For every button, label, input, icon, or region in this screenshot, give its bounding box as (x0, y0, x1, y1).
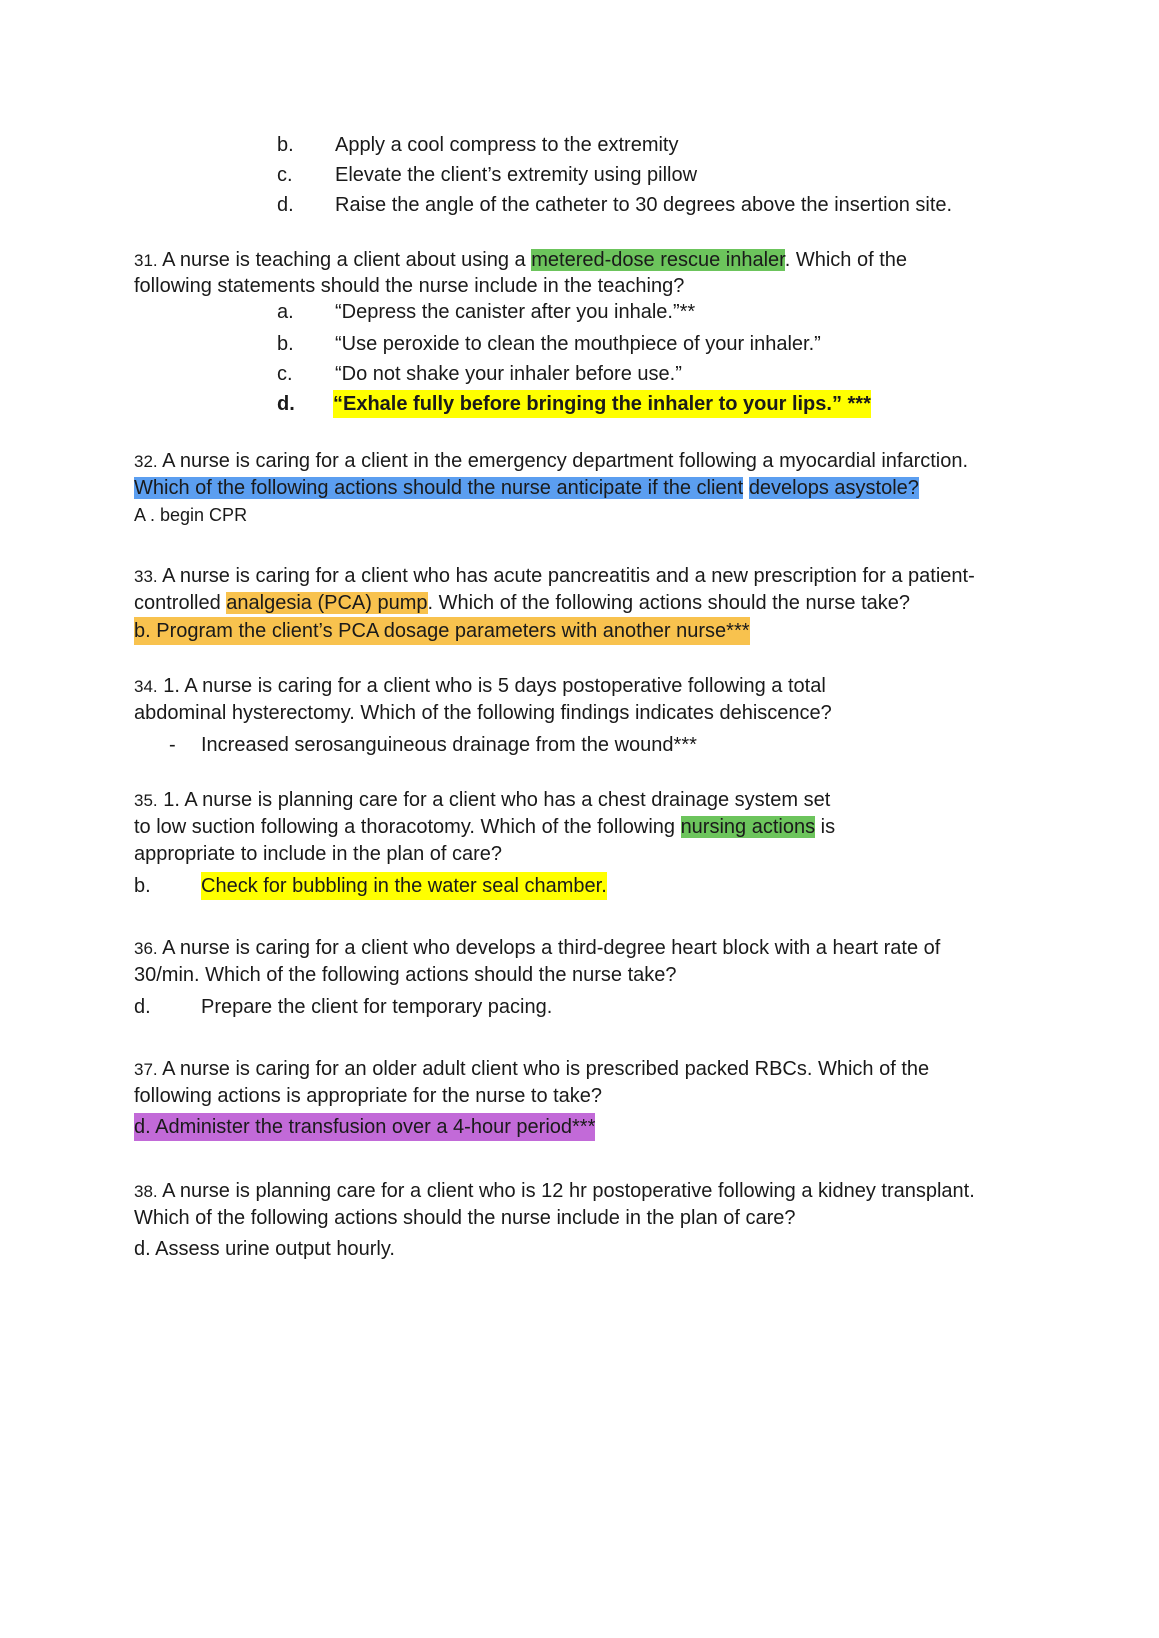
question-number: 37. (134, 1060, 158, 1079)
stem-text: to low suction following a thoracotomy. Which of the following (134, 816, 681, 838)
question-number: 38. (134, 1182, 158, 1201)
stem-text: 1. A nurse is caring for a client who is 5 days postoperative following a total (163, 675, 826, 697)
stem-text: A nurse is planning care for a client who is 12 hr postoperative following a kidney transplant. (162, 1180, 975, 1202)
question-number: 32. (134, 452, 158, 471)
stem-text: A nurse is caring for a client who develops a third-degree heart block with a heart rate of (162, 937, 941, 959)
stem-text: 1. A nurse is planning care for a client who has a chest drainage system set (163, 789, 831, 811)
option-text: Apply a cool compress to the extremity (335, 134, 679, 156)
option-letter: c. (277, 363, 293, 385)
stem-text: A nurse is caring for a client who has acute pancreatitis and a new prescription for a patient- (162, 565, 975, 587)
answer-text: Increased serosanguineous drainage from the wound*** (201, 734, 697, 756)
question-number: 35. (134, 791, 158, 810)
highlighted-text: develops asystole? (748, 477, 919, 499)
question-stem (134, 246, 907, 275)
stem-text: is (815, 816, 836, 838)
stem-text: A nurse is caring for a client in the emergency department following a myocardial infarction. (162, 450, 969, 472)
option-letter: d. (277, 194, 294, 216)
answer-letter: d. (134, 996, 151, 1018)
answer-text: d. Administer the transfusion over a 4-hour period*** (134, 1113, 595, 1141)
question-stem-line: following actions is appropriate for the nurse to take? (134, 1085, 603, 1107)
option-letter: b. (277, 134, 294, 156)
question-stem-line: 30/min. Which of the following actions should the nurse take? (134, 964, 677, 986)
option-letter: a. (277, 301, 294, 323)
bullet: - (169, 734, 176, 756)
correct-option-letter: d. (277, 393, 295, 415)
answer-text: d. Assess urine output hourly. (134, 1238, 395, 1260)
question-stem (134, 1055, 929, 1084)
stem-text: A nurse is teaching a client about using a (162, 249, 532, 271)
answer-text: Check for bubbling in the water seal chamber. (201, 872, 607, 900)
question-stem-line (134, 474, 919, 502)
question-stem (134, 1177, 975, 1206)
question-number: 34. (134, 677, 158, 696)
highlighted-term: metered-dose rescue inhaler (531, 249, 785, 271)
stem-text: A nurse is caring for an older adult client who is prescribed packed RBCs. Which of the (162, 1058, 930, 1080)
correct-option-text: “Exhale fully before bringing the inhaler to your lips.” *** (333, 390, 871, 418)
question-stem (134, 672, 826, 701)
question-stem (134, 447, 968, 476)
option-letter: b. (277, 333, 294, 355)
question-number: 33. (134, 567, 158, 586)
answer-text: Prepare the client for temporary pacing. (201, 996, 553, 1018)
question-stem (134, 786, 830, 815)
question-number: 31. (134, 251, 158, 270)
highlighted-text: Which of the following actions should the nurse anticipate if the client (134, 477, 744, 499)
option-text: “Do not shake your inhaler before use.” (335, 363, 682, 385)
question-stem (134, 562, 975, 591)
answer-text: b. Program the client’s PCA dosage parameters with another nurse*** (134, 617, 750, 645)
question-stem-line: Which of the following actions should the nurse include in the plan of care? (134, 1207, 796, 1229)
option-text: “Depress the canister after you inhale.”** (335, 301, 696, 323)
option-text: Elevate the client’s extremity using pillow (335, 164, 698, 186)
question-stem-line: following statements should the nurse include in the teaching? (134, 275, 685, 297)
highlighted-term: analgesia (PCA) pump (226, 592, 428, 614)
option-text: Raise the angle of the catheter to 30 degrees above the insertion site. (335, 194, 953, 216)
question-stem (134, 934, 940, 963)
question-stem-line: abdominal hysterectomy. Which of the following findings indicates dehiscence? (134, 702, 832, 724)
stem-text: . Which of the (784, 249, 907, 271)
question-stem-line: appropriate to include in the plan of care? (134, 843, 503, 865)
question-stem-line (134, 589, 910, 617)
highlighted-term: nursing actions (680, 816, 816, 838)
stem-text: . Which of the following actions should the nurse take? (427, 592, 910, 614)
answer-text: A . begin CPR (134, 505, 248, 525)
option-text: “Use peroxide to clean the mouthpiece of your inhaler.” (335, 333, 821, 355)
question-stem-line (134, 813, 835, 841)
question-number: 36. (134, 939, 158, 958)
option-letter: c. (277, 164, 293, 186)
stem-text: controlled (134, 592, 227, 614)
answer-letter: b. (134, 875, 151, 897)
